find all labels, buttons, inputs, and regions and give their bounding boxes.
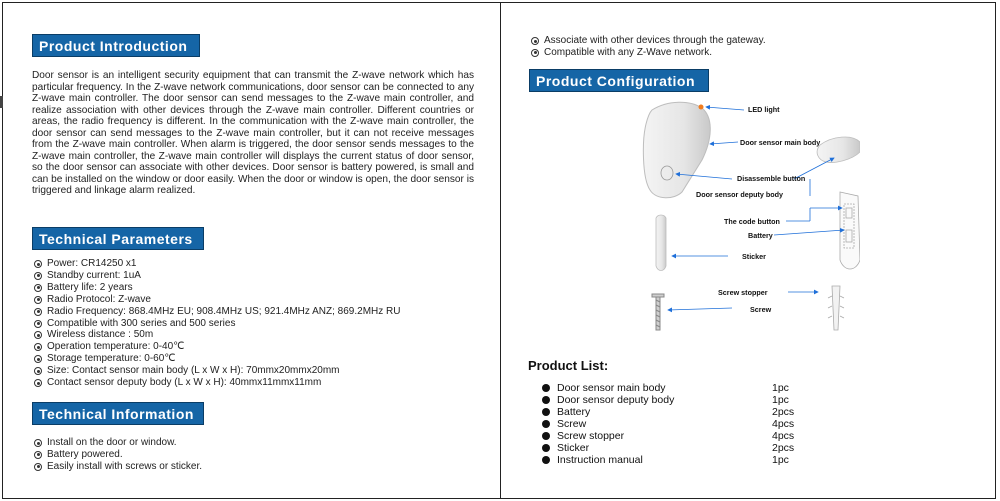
page-divider: [500, 2, 501, 499]
led-light-label: LED light: [748, 105, 780, 114]
product-name: Instruction manual: [557, 454, 643, 466]
product-introduction-heading: [32, 34, 200, 57]
list-item: Compatible with any Z-Wave network.: [530, 47, 766, 59]
product-qty: 2pcs: [772, 406, 795, 418]
technical-parameters-heading: [32, 227, 204, 250]
technical-parameters-heading-text: Technical Parameters: [39, 231, 193, 247]
product-list-title: Product List:: [528, 358, 609, 373]
code-button-label: The code button: [724, 217, 780, 226]
screw-stopper-label: Screw stopper: [718, 288, 768, 297]
screw-stopper-shape: [828, 286, 844, 330]
list-item: Compatible with 300 series and 500 series: [33, 318, 400, 330]
product-name: Door sensor main body: [557, 382, 666, 394]
technical-information-heading: [32, 402, 204, 425]
deputy-body-label: Door sensor deputy body: [696, 190, 784, 199]
list-item: Wireless distance : 50m: [33, 329, 400, 341]
feature-list: [530, 35, 766, 59]
product-qty: 1pc: [772, 382, 789, 394]
list-item: Size: Contact sensor main body (L x W x H): 70mmx20mmx20mm: [33, 365, 400, 377]
product-qty: 4pcs: [772, 430, 795, 442]
main-body-arrow: [710, 142, 738, 144]
product-configuration-heading-text: Product Configuration: [536, 73, 696, 89]
battery-arrow: [774, 230, 844, 235]
bullet-icon: [542, 420, 550, 428]
list-item: Radio Frequency: 868.4MHz EU; 908.4MHz US; 921.4MHz ANZ; 869.2MHz RU: [33, 306, 400, 318]
list-item: Radio Protocol: Z-wave: [33, 294, 400, 306]
main-body-label: Door sensor main body: [740, 138, 821, 147]
intro-paragraph: Door sensor is an intelligent security equipment that can transmit the Z-wave network which has particular frequency. In the Z-wave network communications, door sensor can be connected to any Z-wave main controller. The door sensor can send messages to the Z-wave main controller, and realize association with other devices through the Z-wave main controller. Different countries or areas, the radio frequency is different. In the communication with the Z-wave main controller, the door sensor can send messages to the Z-wave main controller, but it can not receive messages from the Z-wave main controller. When alarm is triggered, the door sensor sends messages to the Z-wave main controller, the Z-wave main controller will displays the current status of door sensor, so the door sensor can associate with other devices. Door sensor is battery powered, is small and can be installed on the window or door easily. When the door or window is open, the door sensor is triggered and linkage alarm realized.: [32, 70, 474, 196]
list-item: Install on the door or window.: [33, 437, 202, 449]
product-diagram: [620, 100, 860, 340]
disassemble-label: Disassemble button: [737, 174, 806, 183]
list-item: Storage temperature: 0-60℃: [33, 353, 400, 365]
list-item: Battery life: 2 years: [33, 282, 400, 294]
product-qty: 1pc: [772, 394, 789, 406]
bullet-icon: [542, 396, 550, 404]
main-body-shape: [643, 102, 710, 198]
bullet-icon: [542, 384, 550, 392]
back-housing-shape: [840, 192, 860, 269]
product-configuration-heading: [529, 69, 709, 92]
list-item: Contact sensor deputy body (L x W x H): 40mmx11mmx11mm: [33, 377, 400, 389]
led-light-dot: [699, 105, 704, 110]
led-arrow: [706, 107, 744, 110]
product-introduction-heading-text: Product Introduction: [39, 38, 188, 54]
product-name: Screw: [557, 418, 587, 430]
screw-label: Screw: [750, 305, 772, 314]
technical-information-heading-text: Technical Information: [39, 406, 194, 422]
parameters-list: [33, 258, 400, 389]
information-list: [33, 437, 202, 473]
bullet-icon: [542, 456, 550, 464]
bullet-icon: [542, 444, 550, 452]
product-qty: 2pcs: [772, 442, 795, 454]
list-item: Operation temperature: 0-40℃: [33, 341, 400, 353]
deputy-body-shape: [817, 137, 860, 163]
list-item: Easily install with screws or sticker.: [33, 461, 202, 473]
product-name: Door sensor deputy body: [557, 394, 675, 406]
list-item: Power: CR14250 x1: [33, 258, 400, 270]
edge-mark: [0, 96, 3, 108]
bullet-icon: [542, 408, 550, 416]
screw-arrow: [668, 308, 732, 310]
sticker-label: Sticker: [742, 252, 766, 261]
list-item: Associate with other devices through the gateway.: [530, 35, 766, 47]
list-item: Standby current: 1uA: [33, 270, 400, 282]
product-name: Screw stopper: [557, 430, 625, 442]
battery-label: Battery: [748, 231, 773, 240]
sticker-shape: [656, 215, 666, 271]
bullet-icon: [542, 432, 550, 440]
product-name: Battery: [557, 406, 591, 418]
product-qty: 4pcs: [772, 418, 795, 430]
screw-shape: [652, 294, 664, 330]
list-item: Battery powered.: [33, 449, 202, 461]
product-qty: 1pc: [772, 454, 789, 466]
product-name: Sticker: [557, 442, 590, 454]
